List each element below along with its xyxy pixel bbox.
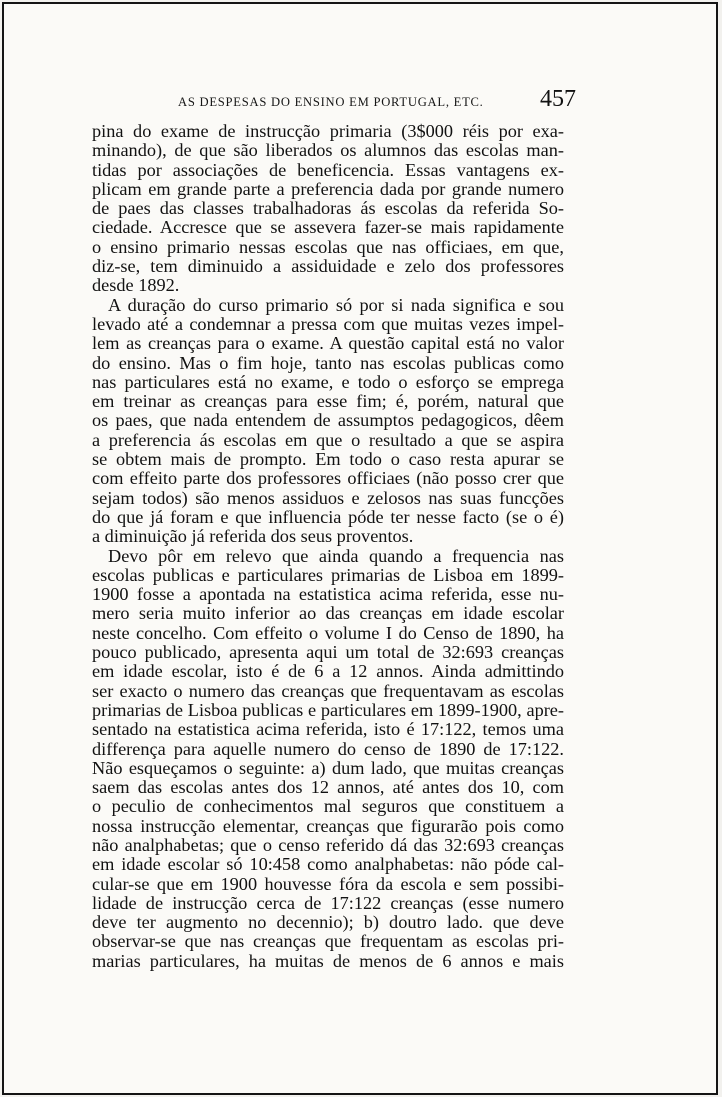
text-line: em idade escolar só 10:458 como analphabetas: não póde cal- bbox=[92, 854, 564, 875]
text-line: nossa instrucção elementar, creanças que figurarão pois como bbox=[92, 815, 564, 836]
text-line: se obtem mais de prompto. Em todo o caso resta apurar se bbox=[92, 449, 564, 470]
text-line: mero seria muito inferior ao das creanças em idade escolar bbox=[92, 603, 564, 624]
text-line: plicam em grande parte a preferencia dada por grande numero bbox=[92, 178, 564, 199]
text-line: do ensino. Mas o fim hoje, tanto nas escolas publicas como bbox=[92, 352, 564, 373]
text-line: A duração do curso primario só por si nada significa e sou bbox=[108, 294, 564, 315]
text-line: os paes, que nada entendem de assumptos pedagogicos, dêem bbox=[92, 410, 564, 431]
text-line: pouco publicado, apresenta aqui um total de 32:693 creanças bbox=[92, 642, 564, 663]
text-line: ser exacto o numero das creanças que frequentavam as escolas bbox=[92, 680, 564, 701]
text-line: do que já foram e que influencia póde ter nesse facto (se o é) bbox=[92, 506, 564, 527]
text-line: com effeito parte dos professores officiaes (não posso crer que bbox=[92, 468, 564, 489]
text-line: diz-se, tem diminuido a assiduidade e zelo dos professores bbox=[92, 256, 564, 277]
text-line: desde 1892. bbox=[92, 275, 180, 296]
text-line: cular-se que em 1900 houvesse fóra da escola e sem possibi- bbox=[92, 873, 564, 894]
text-line: sentado na estatistica acima referida, isto é 17:122, temos uma bbox=[92, 719, 564, 740]
text-line: não analphabetas; que o censo referido dá das 32:693 creanças bbox=[92, 834, 564, 855]
text-line: marias particulares, ha muitas de menos de 6 annos e mais bbox=[92, 950, 564, 971]
text-line: primarias de Lisboa publicas e particulares em 1899-1900, apre- bbox=[92, 699, 564, 720]
text-line: tidas por associações de beneficencia. Essas vantagens ex- bbox=[92, 159, 564, 180]
text-line: em treinar as creanças para esse fim; é, porém, natural que bbox=[92, 391, 564, 412]
text-line: neste concelho. Com effeito o volume I do Censo de 1890, ha bbox=[92, 622, 564, 643]
text-line: pina do exame de instrucção primaria (3$000 réis por exa- bbox=[92, 121, 564, 141]
text-line: Não esqueçamos o seguinte: a) dum lado, que muitas creanças bbox=[92, 757, 564, 778]
text-line: minando), de que são liberados os alumnos das escolas man- bbox=[92, 140, 564, 161]
page-number: 457 bbox=[540, 86, 576, 112]
text-line: ciedade. Accresce que se assevera fazer-se mais rapidamente bbox=[92, 217, 564, 238]
text-line: observar-se que nas creanças que frequentam as escolas pri- bbox=[92, 931, 564, 952]
text-line: lem as creanças para o exame. A questão capital está no valor bbox=[92, 333, 564, 354]
text-line: saem das escolas antes dos 12 annos, até antes dos 10, com bbox=[92, 777, 564, 798]
text-line: o peculio de conhecimentos mal seguros que constituem a bbox=[92, 796, 564, 817]
text-line: sejam todos) são menos assiduos e zelosos nas suas funcções bbox=[92, 487, 564, 508]
text-line: em idade escolar, isto é de 6 a 12 annos. Ainda admittindo bbox=[92, 661, 564, 682]
page-scan bbox=[2, 2, 718, 1095]
text-line: 1900 fosse a apontada na estatistica acima referida, esse nu- bbox=[92, 584, 564, 605]
text-line: deve ter augmento no decennio); b) doutro lado. que deve bbox=[92, 912, 564, 933]
text-line: a diminuição já referida dos seus proventos. bbox=[92, 526, 414, 547]
body-text bbox=[92, 122, 564, 971]
text-line: o ensino primario nessas escolas que nas officiaes, em que, bbox=[92, 236, 564, 257]
running-title: AS DESPESAS DO ENSINO EM PORTUGAL, ETC. bbox=[178, 95, 484, 109]
text-line: escolas publicas e particulares primarias de Lisboa em 1899- bbox=[92, 564, 564, 585]
text-line: nas particulares está no exame, e todo o esforço se emprega bbox=[92, 371, 564, 392]
text-line: lidade de instrucção cerca de 17:122 creanças (esse numero bbox=[92, 892, 564, 913]
text-line: a preferencia ás escolas em que o resultado a que se aspira bbox=[92, 429, 564, 450]
text-line: de paes das classes trabalhadoras ás escolas da referida So- bbox=[92, 198, 564, 219]
page-header bbox=[152, 86, 582, 116]
text-line: levado até a condemnar a pressa com que muitas vezes impel- bbox=[92, 313, 564, 334]
text-line: differença para aquelle numero do censo de 1890 de 17:122. bbox=[92, 738, 564, 759]
text-line: Devo pôr em relevo que ainda quando a frequencia nas bbox=[108, 545, 564, 566]
